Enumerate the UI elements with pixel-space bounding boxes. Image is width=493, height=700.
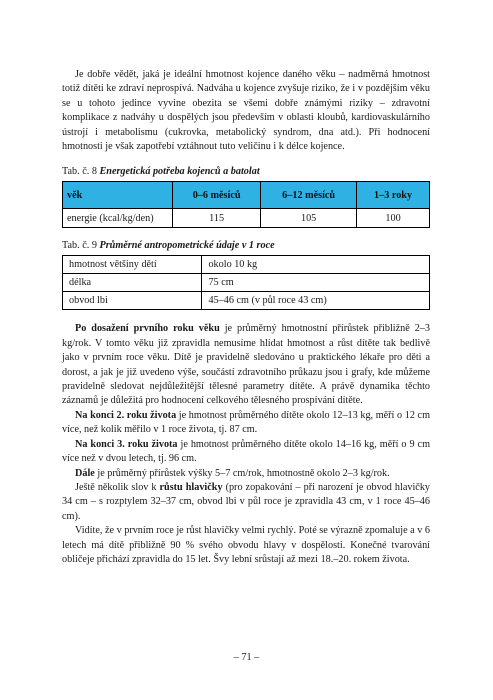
bold-lead: růstu hlavičky <box>159 481 223 493</box>
paragraph-text: je hmotnost průměrného dítěte okolo 12–13 kg, měří o 12 cm více, než kolik měřilo v 1 roce života, tj. 87 cm. <box>62 409 430 436</box>
row-label: délka <box>63 274 202 292</box>
table-header-row <box>63 182 430 209</box>
bold-lead: Na konci 3. roku života <box>75 438 178 450</box>
bold-lead: Dále <box>75 467 95 479</box>
intro-paragraph: Je dobře vědět, jaká je ideální hmotnost kojence daného věku – nadměrná hmotnost totiž dítěti ke zdraví neprospívá. Nadváha u kojence zvyšuje riziko, že i v pozdějším věku se u tohoto jedince vyvine obezita se všemi dobře známými riziky – zdravotní komplikace z nadváhy u dospělých jsou především v oblasti kloubů, kardiovaskulárního ústrojí i metabolismu (cukrovka, metabolický syndrom, dna atd.). Při hodnocení hmotnosti je však zapotřebí vztáhnout tuto veličinu i k délce kojence. <box>62 69 430 153</box>
table8-caption <box>62 165 430 178</box>
row-label: hmotnost většiny dětí <box>63 256 202 274</box>
table8-prefix: Tab. č. 8 <box>62 166 97 178</box>
cell-6-12: 105 <box>261 209 357 228</box>
content <box>62 68 430 567</box>
header-age: věk <box>63 182 173 209</box>
header-6-12: 6–12 měsíců <box>261 182 357 209</box>
table-row <box>63 256 430 274</box>
row-value: okolo 10 kg <box>202 256 430 274</box>
bold-lead: Na konci 2. roku života <box>75 409 177 421</box>
table9-caption <box>62 239 430 252</box>
anthropometric-table <box>62 255 430 310</box>
table9-title: Průměrné antropometrické údaje v 1 roce <box>99 240 275 252</box>
cell-0-6: 115 <box>173 209 261 228</box>
paragraph-third-year <box>62 438 430 467</box>
row-label: energie (kcal/kg/den) <box>63 209 173 228</box>
paragraph-head-growth <box>62 481 430 524</box>
row-label: obvod lbi <box>63 292 202 310</box>
bold-lead: Po dosažení prvního roku věku <box>75 323 220 335</box>
row-value: 75 cm <box>202 274 430 292</box>
paragraph-text: je průměrný přírůstek výšky 5–7 cm/rok, hmotnostně okolo 2–3 kg/rok. <box>94 467 390 479</box>
paragraph-second-year <box>62 409 430 438</box>
paragraph-conclusion: Vidíte, že v prvním roce je růst hlavičky velmi rychlý. Poté se výrazně zpomaluje a v 6 letech má dítě přibližně 90 % svého obvodu hlavy v dospělosti. Konečné tvarování obličeje přichází zpravidla do 15 let. Švy lební srůstají až mezi 18.–20. rokem života. <box>62 525 430 565</box>
paragraph-text: je hmotnost průměrného dítěte okolo 14–16 kg, měří o 9 cm více než v dvou letech, tj. 96 cm. <box>62 438 430 465</box>
table-row <box>63 209 430 228</box>
paragraph-further <box>62 467 430 481</box>
header-0-6: 0–6 měsíců <box>173 182 261 209</box>
table8-title: Energetická potřeba kojenců a batolat <box>99 166 260 178</box>
paragraph-text: (pro zopakování – při narození je obvod hlavičky 34 cm – s rozptylem 32–37 cm, obvod lbi v půl roce je zpravidla 43 cm, v 1 roce 45–46 cm). <box>62 481 431 522</box>
page-number: – 71 – <box>233 652 260 663</box>
row-value: 45–46 cm (v půl roce 43 cm) <box>202 292 430 310</box>
energy-table <box>62 181 430 228</box>
header-1-3: 1–3 roky <box>357 182 430 209</box>
table9-prefix: Tab. č. 9 <box>62 240 97 252</box>
paragraph-text: je průměrný hmotnostní přírůstek přibližně 2–3 kg/rok. V tomto věku již zpravidla nemusíme hlídat hmotnost a růst dítěte tak bedlivě jako v prvním roce věku. Dítě je pravidelně sledováno u praktického lékaře pro děti a dorost, a jak je již uvedeno výše, součástí zdravotního průkazu jsou i grafy, kde můžeme pravidelně sledovat nejdůležitější tělesné parametry dítěte. A právě dynamika těchto záznamů je důležitá pro hodnocení celkového tělesného prospívání dítěte. <box>62 323 430 407</box>
cell-1-3: 100 <box>357 209 430 228</box>
paragraph-text: Ještě několik slov k <box>75 481 160 493</box>
table-row <box>63 274 430 292</box>
paragraph-first-year <box>62 322 430 408</box>
table-row <box>63 292 430 310</box>
